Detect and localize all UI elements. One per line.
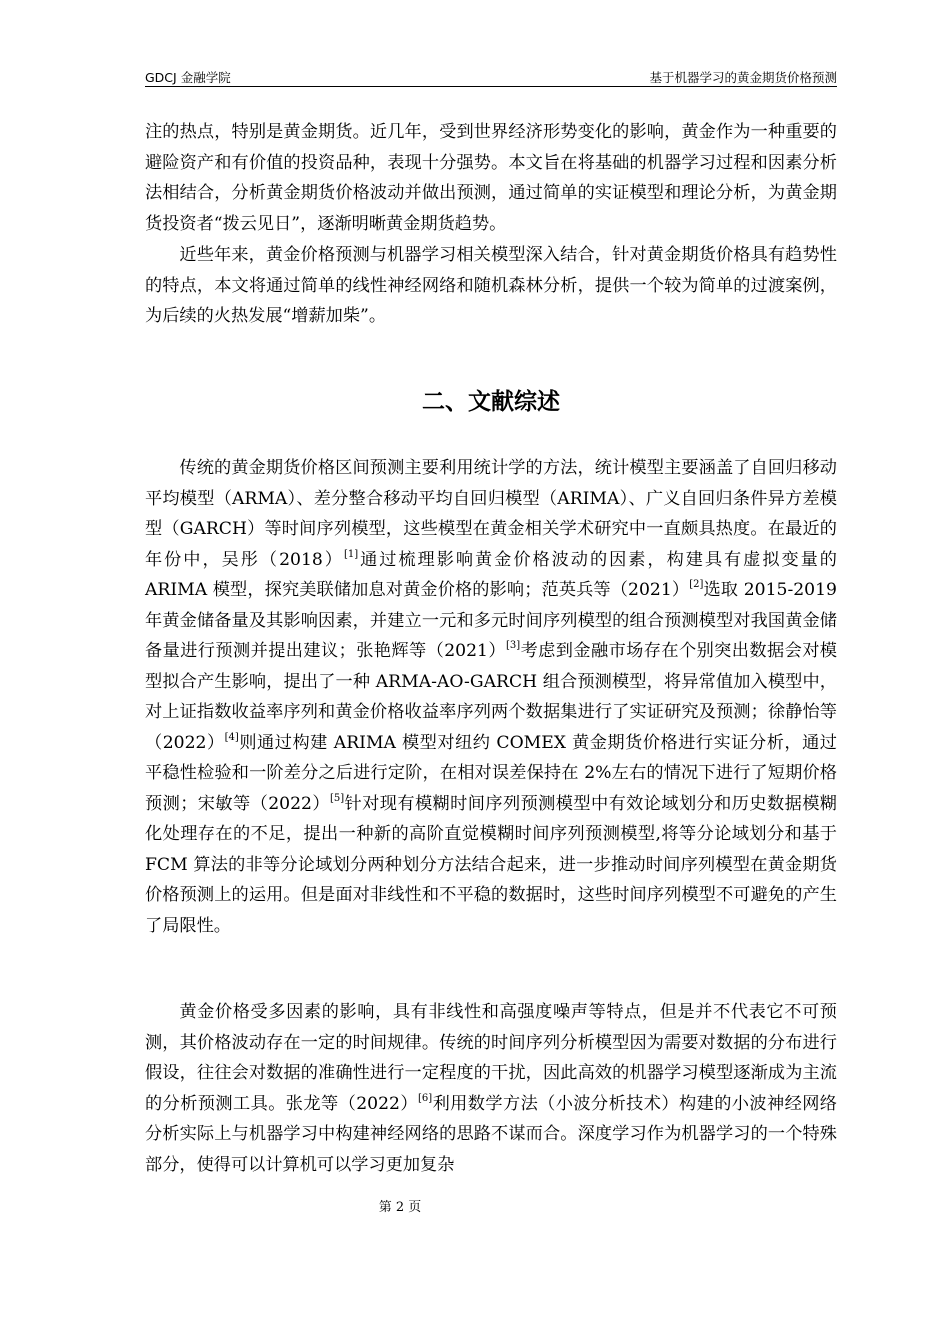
header-paper-title: 基于机器学习的黄金期货价格预测 bbox=[649, 70, 837, 85]
text-segment: 利用数学方法（小波分析技术）构建的小波神经网络分析实际上与机器学习中构建神经网络的思路不谋而合。深度学习作为机器学习的一个特殊部分，使得可以计算机可以学习更加复杂 bbox=[145, 1093, 837, 1175]
paragraph-literature-1 bbox=[145, 453, 837, 941]
text-segment: 黄金价格受多因素的影响，具有非线性和高强度噪声等特点，但是并不代表它不可预测，其价格波动存在一定的时间规律。传统的时间序列分析模型因为需要对数据的分布进行假设，往往会对数据的准确性进行一定程度的干扰，因此高效的机器学习模型逐渐成为主流的分析预测工具。张龙等（2022） bbox=[145, 1002, 837, 1114]
section-title: 二、文献综述 bbox=[422, 389, 560, 415]
text-segment: 考虑到金融市场存在个别突出数据会对模型拟合产生影响，提出了一种 ARMA-AO-GARCH 组合预测模型，将异常值加入模型中，对上证指数收益率序列和黄金价格收益率序列两个数据集进行了实证研究及预测；徐静怡等（2022） bbox=[145, 641, 837, 753]
citation-ref: [2] bbox=[689, 579, 704, 590]
page-number: 第 2 页 bbox=[378, 1200, 422, 1215]
citation-ref: [3] bbox=[505, 640, 521, 651]
text-segment: 则通过构建 ARIMA 模型对纽约 COMEX 黄金期货价格进行实证分析，通过平稳性检验和一阶差分之后进行定阶，在相对误差保持在 2%左右的情况下进行了短期价格预测；宋敏等（2022） bbox=[145, 732, 837, 814]
text-segment: 选取 2015-2019 年黄金储备量及其影响因素，并建立一元和多元时间序列模型的组合预测模型对我国黄金储备量进行预测并提出建议；张艳辉等（2021） bbox=[145, 580, 837, 661]
header-institution: GDCJ 金融学院 bbox=[145, 70, 231, 85]
citation-ref: [5] bbox=[329, 792, 345, 804]
citation-ref: [4] bbox=[224, 731, 239, 743]
paragraph-intro-2: 近些年来，黄金价格预测与机器学习相关模型深入结合，针对黄金期货价格具有趋势性的特点，本文将通过简单的线性神经网络和随机森林分析，提供一个较为简单的过渡案例，为后续的火热发展“增薪加柴”。 bbox=[145, 245, 837, 326]
paragraph-intro-continued: 注的热点，特别是黄金期货。近几年，受到世界经济形势变化的影响，黄金作为一种重要的避险资产和有价值的投资品种，表现十分强势。本文旨在将基础的机器学习过程和因素分析法相结合，分析黄金期货价格波动并做出预测，通过简单的实证模型和理论分析，为黄金期货投资者“拨云见日”，逐渐明晰黄金期货趋势。 bbox=[145, 122, 837, 234]
citation-ref: [6] bbox=[417, 1092, 433, 1104]
text-segment: 针对现有模糊时间序列预测模型中有效论域划分和历史数据模糊化处理存在的不足，提出一种新的高阶直觉模糊时间序列预测模型,将等分论域划分和基于 FCM 算法的非等分论域划分两种划分方法结合起来，进一步推动时间序列模型在黄金期货价格预测上的运用。但是面对非线性和不平稳的数据时，这些时间序列模型不可避免的产生了局限性。 bbox=[145, 793, 837, 936]
text-segment: 通过梳理影响黄金价格波动的因素，构建具有虚拟变量的 ARIMA 模型，探究美联储加息对黄金价格的影响；范英兵等（2021） bbox=[145, 549, 837, 600]
paragraph-literature-2 bbox=[145, 997, 837, 1180]
citation-ref: [1] bbox=[343, 548, 359, 560]
page-header bbox=[145, 66, 837, 87]
text-segment: 传统的黄金期货价格区间预测主要利用统计学的方法，统计模型主要涵盖了自回归移动平均模型（ARMA）、差分整合移动平均自回归模型（ARIMA）、广义自回归条件异方差模型（GARCH）等时间序列模型，这些模型在黄金相关学术研究中一直颇具热度。在最近的年份中，吴彤（2018） bbox=[145, 458, 837, 570]
